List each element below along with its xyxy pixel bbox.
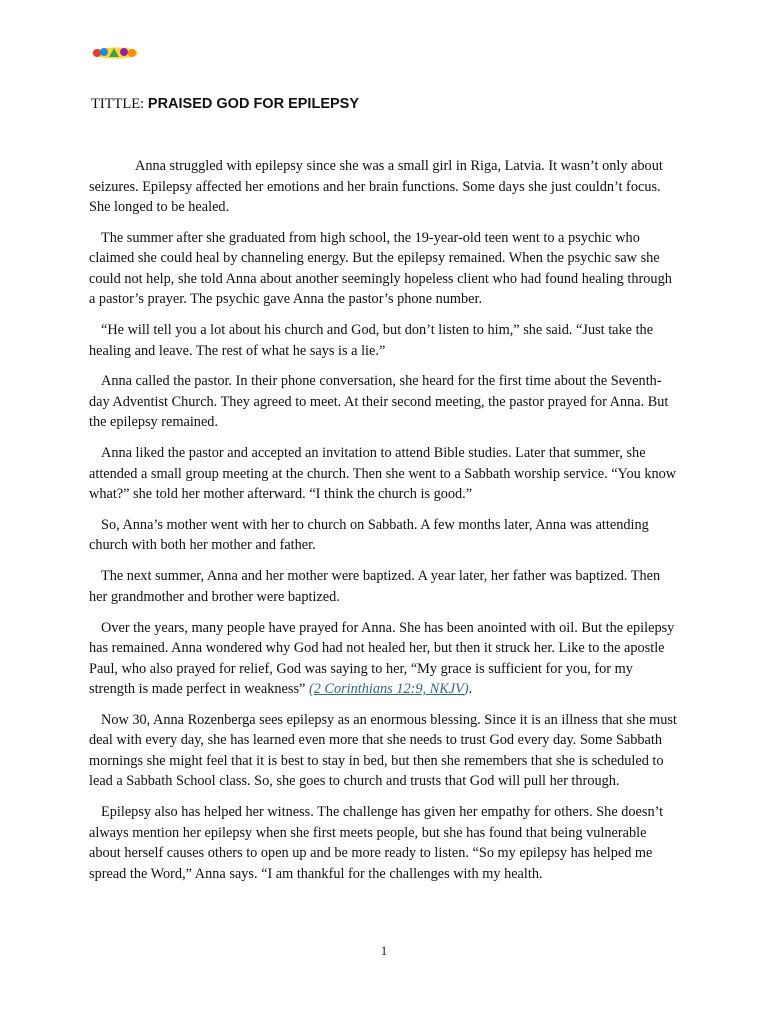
document-title [91, 94, 359, 114]
cite-close: ) [463, 681, 469, 698]
cite-open: ( [308, 681, 314, 698]
scripture-link[interactable]: 2 Corinthians 12:9, NKJV [313, 681, 464, 698]
paragraph [89, 618, 681, 700]
paragraph: Now 30, Anna Rozenberga sees epilepsy as an enormous blessing. Since it is an illness that she must deal with every day, she has learned even more that she needs to trust God every day. Some Sabbath mornings she might feel that it is best to stay in bed, but then she remembers that she is scheduled to lead a Sabbath School class. So, she goes to church and trusts that God will pull her through. [89, 711, 677, 790]
title-label: TITTLE: [91, 96, 145, 112]
paragraph: The summer after she graduated from high school, the 19-year-old teen went to a psychic who claimed she could heal by channeling energy. But the epilepsy remained. When the psychic saw she could not help, she told Anna about another seemingly hopeless client who had found healing through a pastor’s prayer. The psychic gave Anna the pastor’s phone number. [89, 229, 672, 308]
paragraph-end: . [468, 681, 473, 698]
paragraph-text: Over the years, many people have prayed for Anna. She has been anointed with oil. But the epilepsy has remained. Anna wondered why God had not healed her, but then it struck her. Like to the apostle Paul, who also prayed for relief, God was saying to her, “My grace is sufficient for you, for my strength is made perfect in weakness” [89, 619, 675, 698]
paragraph: The next summer, Anna and her mother were baptized. A year later, her father was baptized. Then her grandmother and brother were baptized. [89, 568, 661, 605]
paragraph: So, Anna’s mother went with her to church on Sabbath. A few months later, Anna was attending church with both her mother and father. [89, 516, 649, 554]
paragraph: Anna liked the pastor and accepted an invitation to attend Bible studies. Later that summer, she attended a small group meeting at the church. Then she went to a Sabbath worship service. “You know what?” she told her mother afterward. “I think the church is good.” [89, 445, 677, 503]
page-number: 1 [380, 944, 388, 958]
title-text: PRAISED GOD FOR EPILEPSY [147, 96, 359, 112]
article-body [89, 156, 681, 894]
scripture-reference [309, 681, 469, 697]
paragraph: “He will tell you a lot about his church and God, but don’t listen to him,” she said. “Just take the healing and leave. The rest of what he says is a lie.” [89, 322, 654, 359]
paragraph: Epilepsy also has helped her witness. The challenge has given her empathy for others. She doesn’t always mention her epilepsy when she first meets people, but she has found that being vulnerable about herself causes others to open up and be more ready to listen. “So my epilepsy has helped me spread the Word,” Anna says. “I am thankful for the challenges with my health. [89, 804, 664, 882]
logo-image [91, 46, 139, 59]
paragraph: Anna called the pastor. In their phone conversation, she heard for the first time about the Seventh-day Adventist Church. They agreed to meet. At their second meeting, the pastor prayed for Anna. But the epilepsy remained. [89, 373, 669, 431]
paragraph: Anna struggled with epilepsy since she was a small girl in Riga, Latvia. It wasn’t only about seizures. Epilepsy affected her emotions and her brain functions. Some days she just couldn’t focus. She longed to be healed. [89, 158, 663, 215]
